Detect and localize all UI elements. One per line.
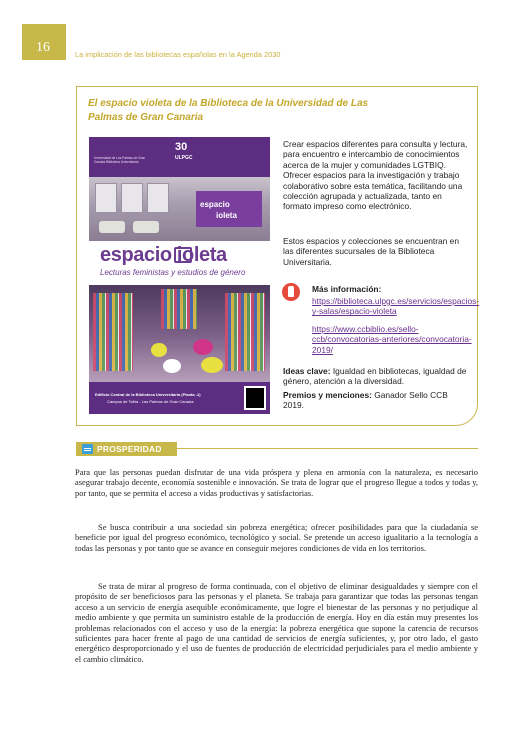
- key-ideas-text: Igualdad en bibliotecas, igualdad de género, atención a la diversidad.: [283, 366, 467, 387]
- page-number: 16: [36, 40, 50, 55]
- key-ideas: [283, 366, 468, 387]
- poster-sign-line1: espacio: [200, 200, 230, 209]
- awards: [283, 390, 468, 411]
- poster-sign-line2: ioleta: [216, 211, 237, 220]
- awards-text: Ganador Sello CCB 2019.: [283, 390, 448, 411]
- case-description-1: Crear espacios diferentes para consulta y lectura, para encuentro e intercambio de conocimientos acerca de la mujer y comunidades LGTBIQ. Ofrecer espacios para la investigación y trabajo colaborativo sobre esta temática, facilitando una colección agrupada y actualizada, tanto en formato impreso como electrónico.: [283, 139, 468, 212]
- body-paragraph-3: Se trata de mirar al progreso de forma continuada, con el objetivo de eliminar desigualdades y siempre con el propósito de ser beneficiosos para las personas y el planeta. Se trabaja para garantizar que todas las personas tengan acceso a un servicio de energía asequible económicamente, que logre el bienestar de las personas y no perjudique al medio ambiente y que permita un suministro estable de la producción de energía. Hoy en día están muy presentes los problemas relacionados con el acceso y uso de la energía: la pobreza energética que supone la carencia de recursos suficientes para hacer frente al pago de una cantidad de servicios de energía suficientes, y, por otro lado, el gasto energético desproporcionado y el uso de fuentes de producción de electricidad perjudiciales para el medio ambiente y el cambio climático.: [75, 581, 478, 664]
- pointing-hand-icon: [282, 283, 300, 301]
- pouf-shape: [163, 359, 181, 373]
- pouf-shape: [193, 339, 213, 355]
- case-study-title: El espacio violeta de la Biblioteca de la Universidad de Las Palmas de Gran Canaria: [88, 98, 369, 123]
- bookshelf-shape: [161, 289, 197, 329]
- poster-footer-line2: Campus de Tafira - Las Palmas de Gran Canaria: [107, 399, 194, 404]
- awards-label: Premios y menciones:: [283, 390, 372, 400]
- section-header-rule: [177, 448, 478, 449]
- book-icon: [174, 247, 192, 263]
- window-shape: [95, 183, 117, 213]
- poster-photo-lounge: [89, 177, 270, 241]
- bookshelf-shape: [225, 293, 265, 371]
- bookshelf-shape: [93, 293, 133, 371]
- window-shape: [147, 183, 169, 213]
- poster-anniversary: 30: [175, 141, 188, 153]
- poster-logo-text: Universidad de Las Palmas de Gran Canaria Biblioteca Universitaria: [94, 156, 146, 164]
- poster-tagline: Lecturas feministas y estudios de género: [100, 268, 246, 277]
- poster-footer-band: [89, 382, 270, 414]
- calculator-icon: [82, 444, 93, 454]
- poster-footer-line1: Edificio Central de la Biblioteca Universitaria (Planta -1): [95, 392, 201, 397]
- qr-code-icon: [244, 386, 266, 410]
- purple-sign-panel: [196, 191, 262, 227]
- case-description-2: Estos espacios y colecciones se encuentran en las diferentes sucursales de la Biblioteca Universitaria.: [283, 236, 459, 267]
- more-info-label: Más información:: [312, 284, 382, 294]
- sofa-shape: [99, 221, 125, 233]
- poster-acronym: ULPGC: [175, 155, 193, 161]
- pouf-shape: [201, 357, 223, 373]
- sofa-shape: [133, 221, 159, 233]
- poster-photo-library: [89, 285, 270, 382]
- body-paragraph-2: Se busca contribuir a una sociedad sin pobreza energética; ofrecer posibilidades para que la ciudadanía se beneficie por igual del progreso económico, tecnológico y social. Se pretende un acceso igualitario a la tecnología a todas las personas y por tanto que se avance en conseguir mejores condiciones de vida en los territorios.: [75, 522, 478, 553]
- poster-big-title: espacio ioleta: [100, 244, 227, 266]
- key-ideas-label: Ideas clave:: [283, 366, 331, 376]
- pouf-shape: [151, 343, 167, 357]
- espacio-violeta-poster: [89, 137, 270, 414]
- window-shape: [121, 183, 143, 213]
- running-title: La implicación de las bibliotecas españolas en la Agenda 2030: [75, 50, 281, 59]
- section-title: PROSPERIDAD: [97, 444, 162, 454]
- body-paragraph-1: Para que las personas puedan disfrutar de una vida próspera y plena en armonía con la naturaleza, es necesario asegurar trabajo decente, economía sostenible e innovación. Se trata de lograr que el progreso llegue a todos y todas y, por tanto, que se permita el acceso a vidas productivas y satisfactorias.: [75, 467, 478, 498]
- link-biblioteca-ulpgc[interactable]: https://biblioteca.ulpgc.es/servicios/espacios-y-salas/espacio-violeta: [312, 296, 480, 317]
- link-ccbiblio[interactable]: https://www.ccbiblio.es/sello-ccb/convocatorias-anteriores/convocatoria-2019/: [312, 324, 472, 355]
